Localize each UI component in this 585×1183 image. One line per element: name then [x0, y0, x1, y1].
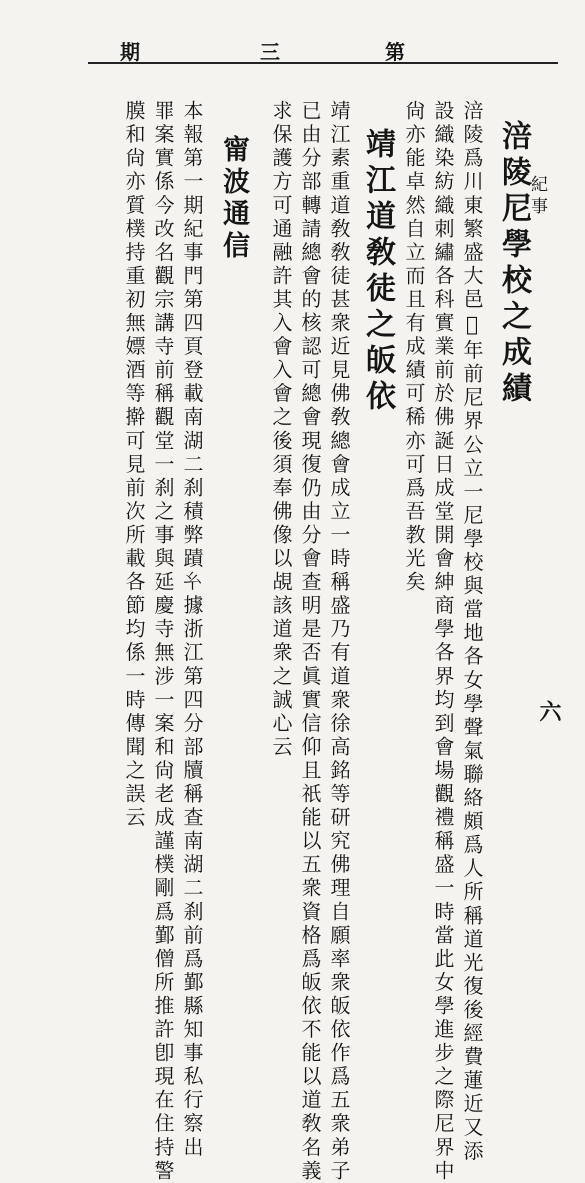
header-rule	[88, 62, 558, 64]
article-line: 罪案實係今改名觀宗講寺前稱觀堂一刹之事與延慶寺無涉一案和尙老成謹樸剛爲鄞僧所推許卽現在住持警	[151, 100, 175, 1183]
article-line: 尙亦能卓然自立而且有成績可稀亦可爲吾教光矣	[402, 100, 426, 595]
page-number: 六	[536, 700, 562, 722]
article-line: 設織染紡織刺繡各科實業前於佛誕日成堂開會紳商學各界均到會場觀禮稱盛一時當此女學進步之際尼界中	[431, 100, 455, 1183]
header-issue-prefix: 第	[385, 40, 405, 64]
article-title-fuling: 涪陵尼學校之成績	[496, 120, 531, 408]
section-label: 紀事	[527, 175, 547, 219]
article-line: 本報第一期紀事門第四頁登載南湖二刹積弊蹟𢆯據浙江第四分部牘稱查南湖二刹前爲鄞縣知事私行察出	[180, 100, 204, 1160]
article-title-ningbo: 甯波通信	[218, 135, 249, 263]
article-line: 涪陵爲川東繁盛大邑𥝠年前尼界公立一尼學校與當地各女學聲氣聯絡頗爲人所稱道光復後經費蓮近又添	[460, 100, 484, 1164]
article-line: 已由分部轉請總會的核認可總會現復仍由分會查明是否眞實信仰且祇能以五衆資格爲皈依不能以道敎名義	[298, 100, 322, 1183]
header-issue-suffix: 期	[120, 40, 140, 64]
article-line: 膜和尙亦質樸持重初無嫖酒等擀可見前次所載各節均係一時傳聞之誤云	[122, 100, 146, 831]
header-issue-number: 三	[260, 40, 280, 64]
article-title-jingjiang: 靖江道敎徒之皈依	[360, 128, 395, 416]
article-line: 靖江素重道敎敎徒甚衆近見佛敎總會成立一時稱盛乃有道衆徐高銘等研究佛理自願率衆皈依作爲五衆弟子	[327, 100, 351, 1183]
article-line: 求保護方可通融許其入會入會之後須奉佛像以覘該道衆之誠心云	[269, 100, 293, 760]
